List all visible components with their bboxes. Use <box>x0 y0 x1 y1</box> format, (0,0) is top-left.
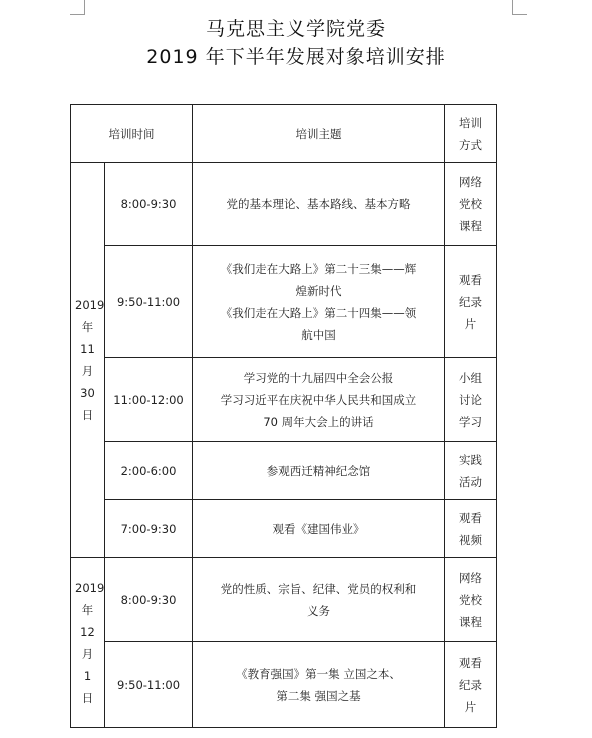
topic-line: 《我们走在大路上》第二十四集——领 <box>220 305 417 320</box>
mode-line: 实践 <box>459 452 482 467</box>
time-cell: 9:50-11:00 <box>105 246 193 358</box>
date-line: 日 <box>81 690 94 705</box>
table-row <box>71 358 497 442</box>
header-mode-line: 培训 <box>459 115 482 130</box>
mode-line: 学习 <box>459 414 482 429</box>
mode-line: 观看 <box>459 655 482 670</box>
time-cell: 2:00-6:00 <box>105 442 193 500</box>
topic-line: 党的性质、宗旨、纪律、党员的权利和 <box>220 581 417 596</box>
mode-line: 观看 <box>459 510 482 525</box>
topic-line: 义务 <box>307 603 330 618</box>
time-cell: 7:00-9:30 <box>105 500 193 558</box>
mode-cell <box>445 558 497 642</box>
mode-line: 活动 <box>459 474 482 489</box>
date-line: 12 <box>80 624 95 639</box>
time-cell: 9:50-11:00 <box>105 642 193 728</box>
topic-line: 第二集 强国之基 <box>276 688 361 703</box>
topic-line: 学习习近平在庆祝中华人民共和国成立 <box>220 392 417 407</box>
date-line: 年 <box>81 320 94 334</box>
mode-line: 党校 <box>459 197 482 211</box>
date-line: 30 <box>80 386 95 400</box>
topic-cell <box>193 163 445 246</box>
document-title-line2: 2019 年下半年发展对象培训安排 <box>146 46 446 68</box>
header-topic: 培训主题 <box>193 105 445 163</box>
mode-line: 党校 <box>459 592 482 607</box>
date-line: 年 <box>81 602 94 617</box>
mode-cell <box>445 500 497 558</box>
training-schedule-table <box>70 104 497 728</box>
time-cell: 8:00-9:30 <box>105 558 193 642</box>
table-body <box>71 163 497 728</box>
topic-cell <box>193 358 445 442</box>
table-row <box>71 500 497 558</box>
mode-line: 课程 <box>459 219 482 233</box>
table-header-row <box>71 105 497 163</box>
date-cell <box>71 163 105 558</box>
topic-cell <box>193 558 445 642</box>
mode-cell <box>445 358 497 442</box>
date-line: 2019 <box>75 298 105 312</box>
topic-line: 《教育强国》第一集 立国之本、 <box>236 666 401 681</box>
table-row <box>71 642 497 728</box>
mode-cell <box>445 246 497 358</box>
topic-line: 学习党的十九届四中全会公报 <box>243 370 394 385</box>
mode-cell <box>445 442 497 500</box>
mode-cell <box>445 642 497 728</box>
mode-line: 课程 <box>459 614 482 629</box>
margin-corner-mark-right <box>512 0 527 15</box>
date-line: 2019 <box>75 580 105 595</box>
mode-line: 片 <box>464 316 477 331</box>
header-time: 培训时间 <box>71 105 193 163</box>
mode-line: 观看 <box>459 272 482 287</box>
date-line: 月 <box>81 646 94 661</box>
table-row <box>71 246 497 358</box>
mode-line: 讨论 <box>459 392 482 407</box>
mode-line: 视频 <box>459 532 482 547</box>
topic-line: 煌新时代 <box>295 283 342 298</box>
date-line: 1 <box>83 668 92 683</box>
topic-cell <box>193 500 445 558</box>
topic-line: 观看《建国伟业》 <box>272 521 365 536</box>
topic-cell <box>193 642 445 728</box>
time-cell: 8:00-9:30 <box>105 163 193 246</box>
mode-line: 纪录 <box>459 677 482 692</box>
topic-line: 参观西迁精神纪念馆 <box>266 463 371 478</box>
mode-line: 网络 <box>459 175 482 189</box>
topic-cell <box>193 246 445 358</box>
table-row <box>71 442 497 500</box>
table-row <box>71 558 497 642</box>
mode-line: 小组 <box>459 370 482 385</box>
topic-line: 航中国 <box>301 327 336 342</box>
mode-line: 纪录 <box>459 294 482 309</box>
mode-line: 网络 <box>459 570 482 585</box>
mode-line: 片 <box>464 699 477 714</box>
topic-line: 《我们走在大路上》第二十三集——辉 <box>220 261 417 276</box>
date-line: 日 <box>81 408 94 422</box>
topic-line: 70 周年大会上的讲话 <box>263 414 374 429</box>
header-mode <box>445 105 497 163</box>
mode-cell <box>445 163 497 246</box>
date-line: 月 <box>81 364 94 378</box>
date-line: 11 <box>80 342 95 356</box>
topic-cell <box>193 442 445 500</box>
table-row <box>71 163 497 246</box>
header-mode-line: 方式 <box>459 137 482 152</box>
margin-corner-mark-left <box>70 0 85 15</box>
time-cell: 11:00-12:00 <box>105 358 193 442</box>
date-cell <box>71 558 105 728</box>
document-title-line1: 马克思主义学院党委 <box>205 18 386 40</box>
topic-line: 党的基本理论、基本路线、基本方略 <box>226 197 411 211</box>
